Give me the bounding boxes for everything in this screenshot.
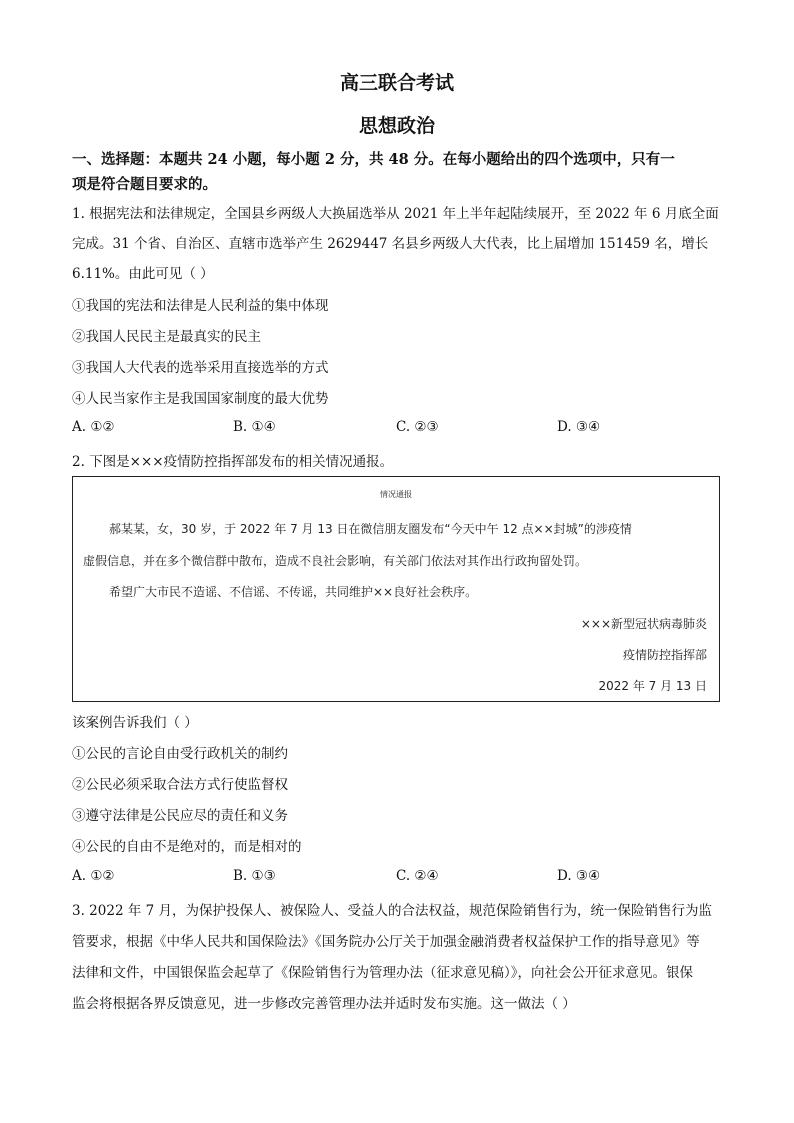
q2-option-a[interactable]: A. ①② [72, 868, 115, 884]
q1-item-1: ①我国的宪法和法律是人民利益的集中体现 [72, 298, 329, 314]
q1-item-2: ②我国人民民主是最真实的民主 [72, 329, 261, 345]
q2-option-b[interactable]: B. ①③ [233, 868, 276, 884]
q2-option-c[interactable]: C. ②④ [396, 868, 439, 884]
notice-body-line-1: 郝某某，女，30 岁，于 2022 年 7 月 13 日在微信朋友圈发布“今天中午 12 点××封城”的涉疫情 [109, 522, 632, 536]
q2-option-d[interactable]: D. ③④ [557, 868, 601, 884]
notice-title: 情况通报 [380, 490, 412, 499]
notice-body-line-3: 希望广大市民不造谣、不信谣、不传谣，共同维护××良好社会秩序。 [109, 585, 478, 599]
q2-item-3: ③遵守法律是公民应尽的责任和义务 [72, 808, 288, 824]
q2-intro: 2. 下图是×××疫情防控指挥部发布的相关情况通报。 [72, 454, 394, 470]
section-heading-line-2: 项是符合题目要求的。 [72, 176, 217, 193]
q1-stem-line-1: 1. 根据宪法和法律规定，全国县乡两级人大换届选举从 2021 年上半年起陆续展开，至 2022 年 6 月底全面 [72, 206, 719, 222]
q3-stem-line-1: 3. 2022 年 7 月，为保护投保人、被保险人、受益人的合法权益，规范保险销售行为，统一保险销售行为监 [72, 903, 712, 919]
q1-stem-line-3: 6.11%。由此可见（ ） [72, 266, 214, 282]
q1-option-c[interactable]: C. ②③ [396, 419, 439, 435]
exam-title: 高三联合考试 [339, 72, 454, 94]
q1-item-3: ③我国人大代表的选举采用直接选举的方式 [72, 360, 329, 376]
notice-date: 2022 年 7 月 13 日 [598, 679, 707, 693]
notice-signature-line-2: 疫情防控指挥部 [622, 648, 707, 662]
q1-option-d[interactable]: D. ③④ [557, 419, 601, 435]
q2-stem: 该案例告诉我们（ ） [72, 715, 198, 731]
q2-item-2: ②公民必须采取合法方式行使监督权 [72, 777, 288, 793]
notice-body-line-2: 虚假信息，并在多个微信群中散布，造成不良社会影响，有关部门依法对其作出行政拘留处罚。 [83, 554, 588, 568]
q3-stem-line-2: 管要求，根据《中华人民共和国保险法》《国务院办公厅关于加强金融消费者权益保护工作的指导意见》等 [72, 934, 700, 950]
q1-option-a[interactable]: A. ①② [72, 419, 115, 435]
q3-stem-line-4: 监会将根据各界反馈意见，进一步修改完善管理办法并适时发布实施。这一做法（ ） [72, 996, 576, 1012]
section-heading-line-1: 一、选择题：本题共 24 小题，每小题 2 分，共 48 分。在每小题给出的四个选项中，只有一 [72, 151, 675, 168]
q2-item-4: ④公民的自由不是绝对的，而是相对的 [72, 839, 302, 855]
q1-item-4: ④人民当家作主是我国国家制度的最大优势 [72, 391, 329, 407]
q1-stem-line-2: 完成。31 个省、自治区、直辖市选举产生 2629447 名县乡两级人大代表，比上届增加 151459 名，增长 [72, 236, 709, 252]
situation-notice-box [72, 476, 720, 702]
q2-item-1: ①公民的言论自由受行政机关的制约 [72, 746, 288, 762]
q3-stem-line-3: 法律和文件，中国银保监会起草了《保险销售行为管理办法（征求意见稿）》，向社会公开征求意见。银保 [72, 965, 693, 981]
notice-signature-line-1: ×××新型冠状病毒肺炎 [580, 617, 707, 631]
q1-option-b[interactable]: B. ①④ [233, 419, 276, 435]
subject-title: 思想政治 [358, 115, 435, 137]
